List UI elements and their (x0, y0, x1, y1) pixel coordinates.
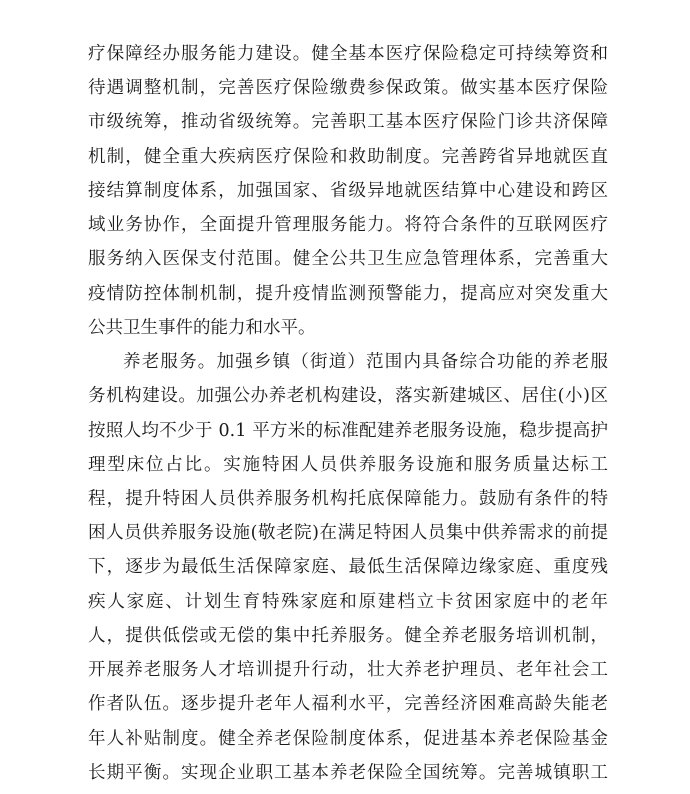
text-line: 长期平衡。实现企业职工基本养老保险全国统筹。完善城镇职工 (88, 762, 608, 783)
text-line: 疾人家庭、计划生育特殊家庭和原建档立卡贫困家庭中的老年 (88, 591, 608, 612)
text-line: 服务纳入医保支付范围。健全公共卫生应急管理体系，完善重大 (88, 249, 608, 270)
text-line: 机制，健全重大疾病医疗保险和救助制度。完善跨省异地就医直 (88, 146, 608, 167)
text-line: 域业务协作，全面提升管理服务能力。将符合条件的互联网医疗 (88, 215, 608, 236)
text-line: 接结算制度体系，加强国家、省级异地就医结算中心建设和跨区 (88, 180, 608, 201)
text-line: 人，提供低偿或无偿的集中托养服务。健全养老服务培训机制， (88, 625, 608, 646)
text-line: 疫情防控体制机制，提升疫情监测预警能力，提高应对突发重大 (88, 283, 608, 304)
text-line: 困人员供养服务设施(敬老院)在满足特困人员集中供养需求的前提 (88, 523, 608, 544)
text-line: 下，逐步为最低生活保障家庭、最低生活保障边缘家庭、重度残 (88, 557, 608, 578)
text-line: 作者队伍。逐步提升老年人福利水平，完善经济困难高龄失能老 (88, 694, 608, 715)
text-line: 公共卫生事件的能力和水平。 (88, 317, 316, 338)
paragraph-start-line: 养老服务。加强乡镇（街道）范围内具备综合功能的养老服 (123, 352, 608, 373)
text-line: 程，提升特困人员供养服务机构托底保障能力。鼓励有条件的特 (88, 488, 608, 509)
text-line: 疗保障经办服务能力建设。健全基本医疗保险稳定可持续筹资和 (88, 44, 608, 64)
text-line: 待遇调整机制，完善医疗保险缴费参保政策。做实基本医疗保险 (88, 78, 608, 99)
text-line: 按照人均不少于 0.1 平方米的标准配建养老服务设施，稳步提高护 (88, 420, 608, 441)
text-line: 理型床位占比。实施特困人员供养服务设施和服务质量达标工 (88, 454, 608, 475)
text-line: 年人补贴制度。健全养老保险制度体系，促进基本养老保险基金 (88, 728, 608, 749)
text-line: 务机构建设。加强公办养老机构建设，落实新建城区、居住(小)区 (88, 386, 608, 407)
text-line: 开展养老服务人才培训提升行动，壮大养老护理员、老年社会工 (88, 660, 608, 681)
text-line: 市级统筹，推动省级统筹。完善职工基本医疗保险门诊共济保障 (88, 112, 608, 133)
